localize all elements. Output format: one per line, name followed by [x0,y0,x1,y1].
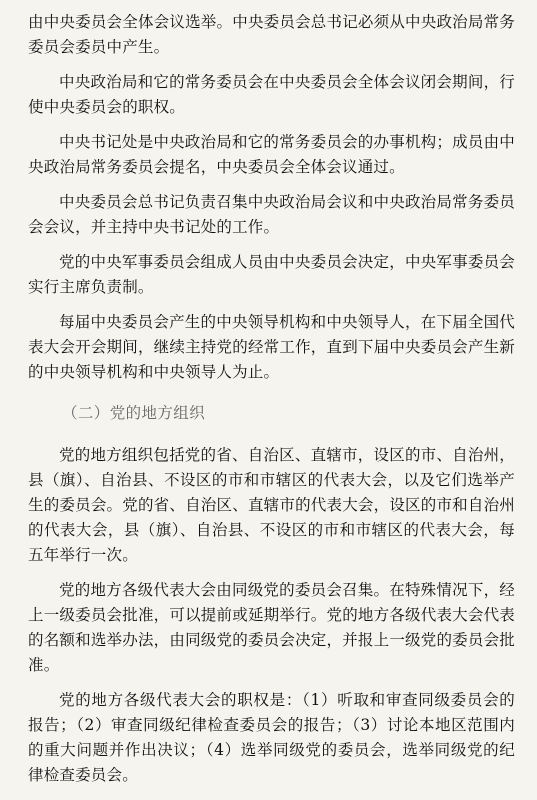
paragraph-4: 中央委员会总书记负责召集中央政治局会议和中央政治局常务委员会会议，并主持中央书记处的工作。 [28,193,515,236]
paragraph-9: 党的地方各级代表大会的职权是：（1）听取和审查同级委员会的报告；（2）审查同级纪律检查委员会的报告；（3）讨论本地区范围内的重大问题并作出决议；（4）选举同级党的委员会，选举同级党的纪律检查委员会。 [28,691,515,784]
paragraph-6: 每届中央委员会产生的中央领导机构和中央领导人，在下届全国代表大会开会期间，继续主持党的经常工作，直到下届中央委员会产生新的中央领导机构和中央领导人为止。 [28,313,515,381]
bottom-section [28,443,515,788]
section-heading: （二）党的地方组织 [62,404,206,422]
paragraph-1: 由中央委员会全体会议选举。中央委员会总书记必须从中央政治局常务委员会委员中产生。 [28,13,515,56]
paragraph-2: 中央政治局和它的常务委员会在中央委员会全体会议闭会期间，行使中央委员会的职权。 [28,73,515,116]
paragraph-7: 党的地方组织包括党的省、自治区、直辖市，设区的市、自治州，县（旗）、自治县、不设区的市和市辖区的代表大会，以及它们选举产生的委员会。党的省、自治区、直辖市的代表大会，设区的市和自治州的代表大会，县（旗）、自治县、不设区的市和市辖区的代表大会，每五年举行一次。 [28,446,515,564]
paragraph-8: 党的地方各级代表大会由同级党的委员会召集。在特殊情况下，经上一级委员会批准，可以提前或延期举行。党的地方各级代表大会代表的名额和选举办法，由同级党的委员会决定，并报上一级党的委员会批准。 [28,581,515,674]
paragraph-5: 党的中央军事委员会组成人员由中央委员会决定，中央军事委员会实行主席负责制。 [28,253,515,296]
paragraph-3: 中央书记处是中央政治局和它的常务委员会的办事机构；成员由中央政治局常务委员会提名，中央委员会全体会议通过。 [28,133,515,176]
top-section [28,10,515,385]
